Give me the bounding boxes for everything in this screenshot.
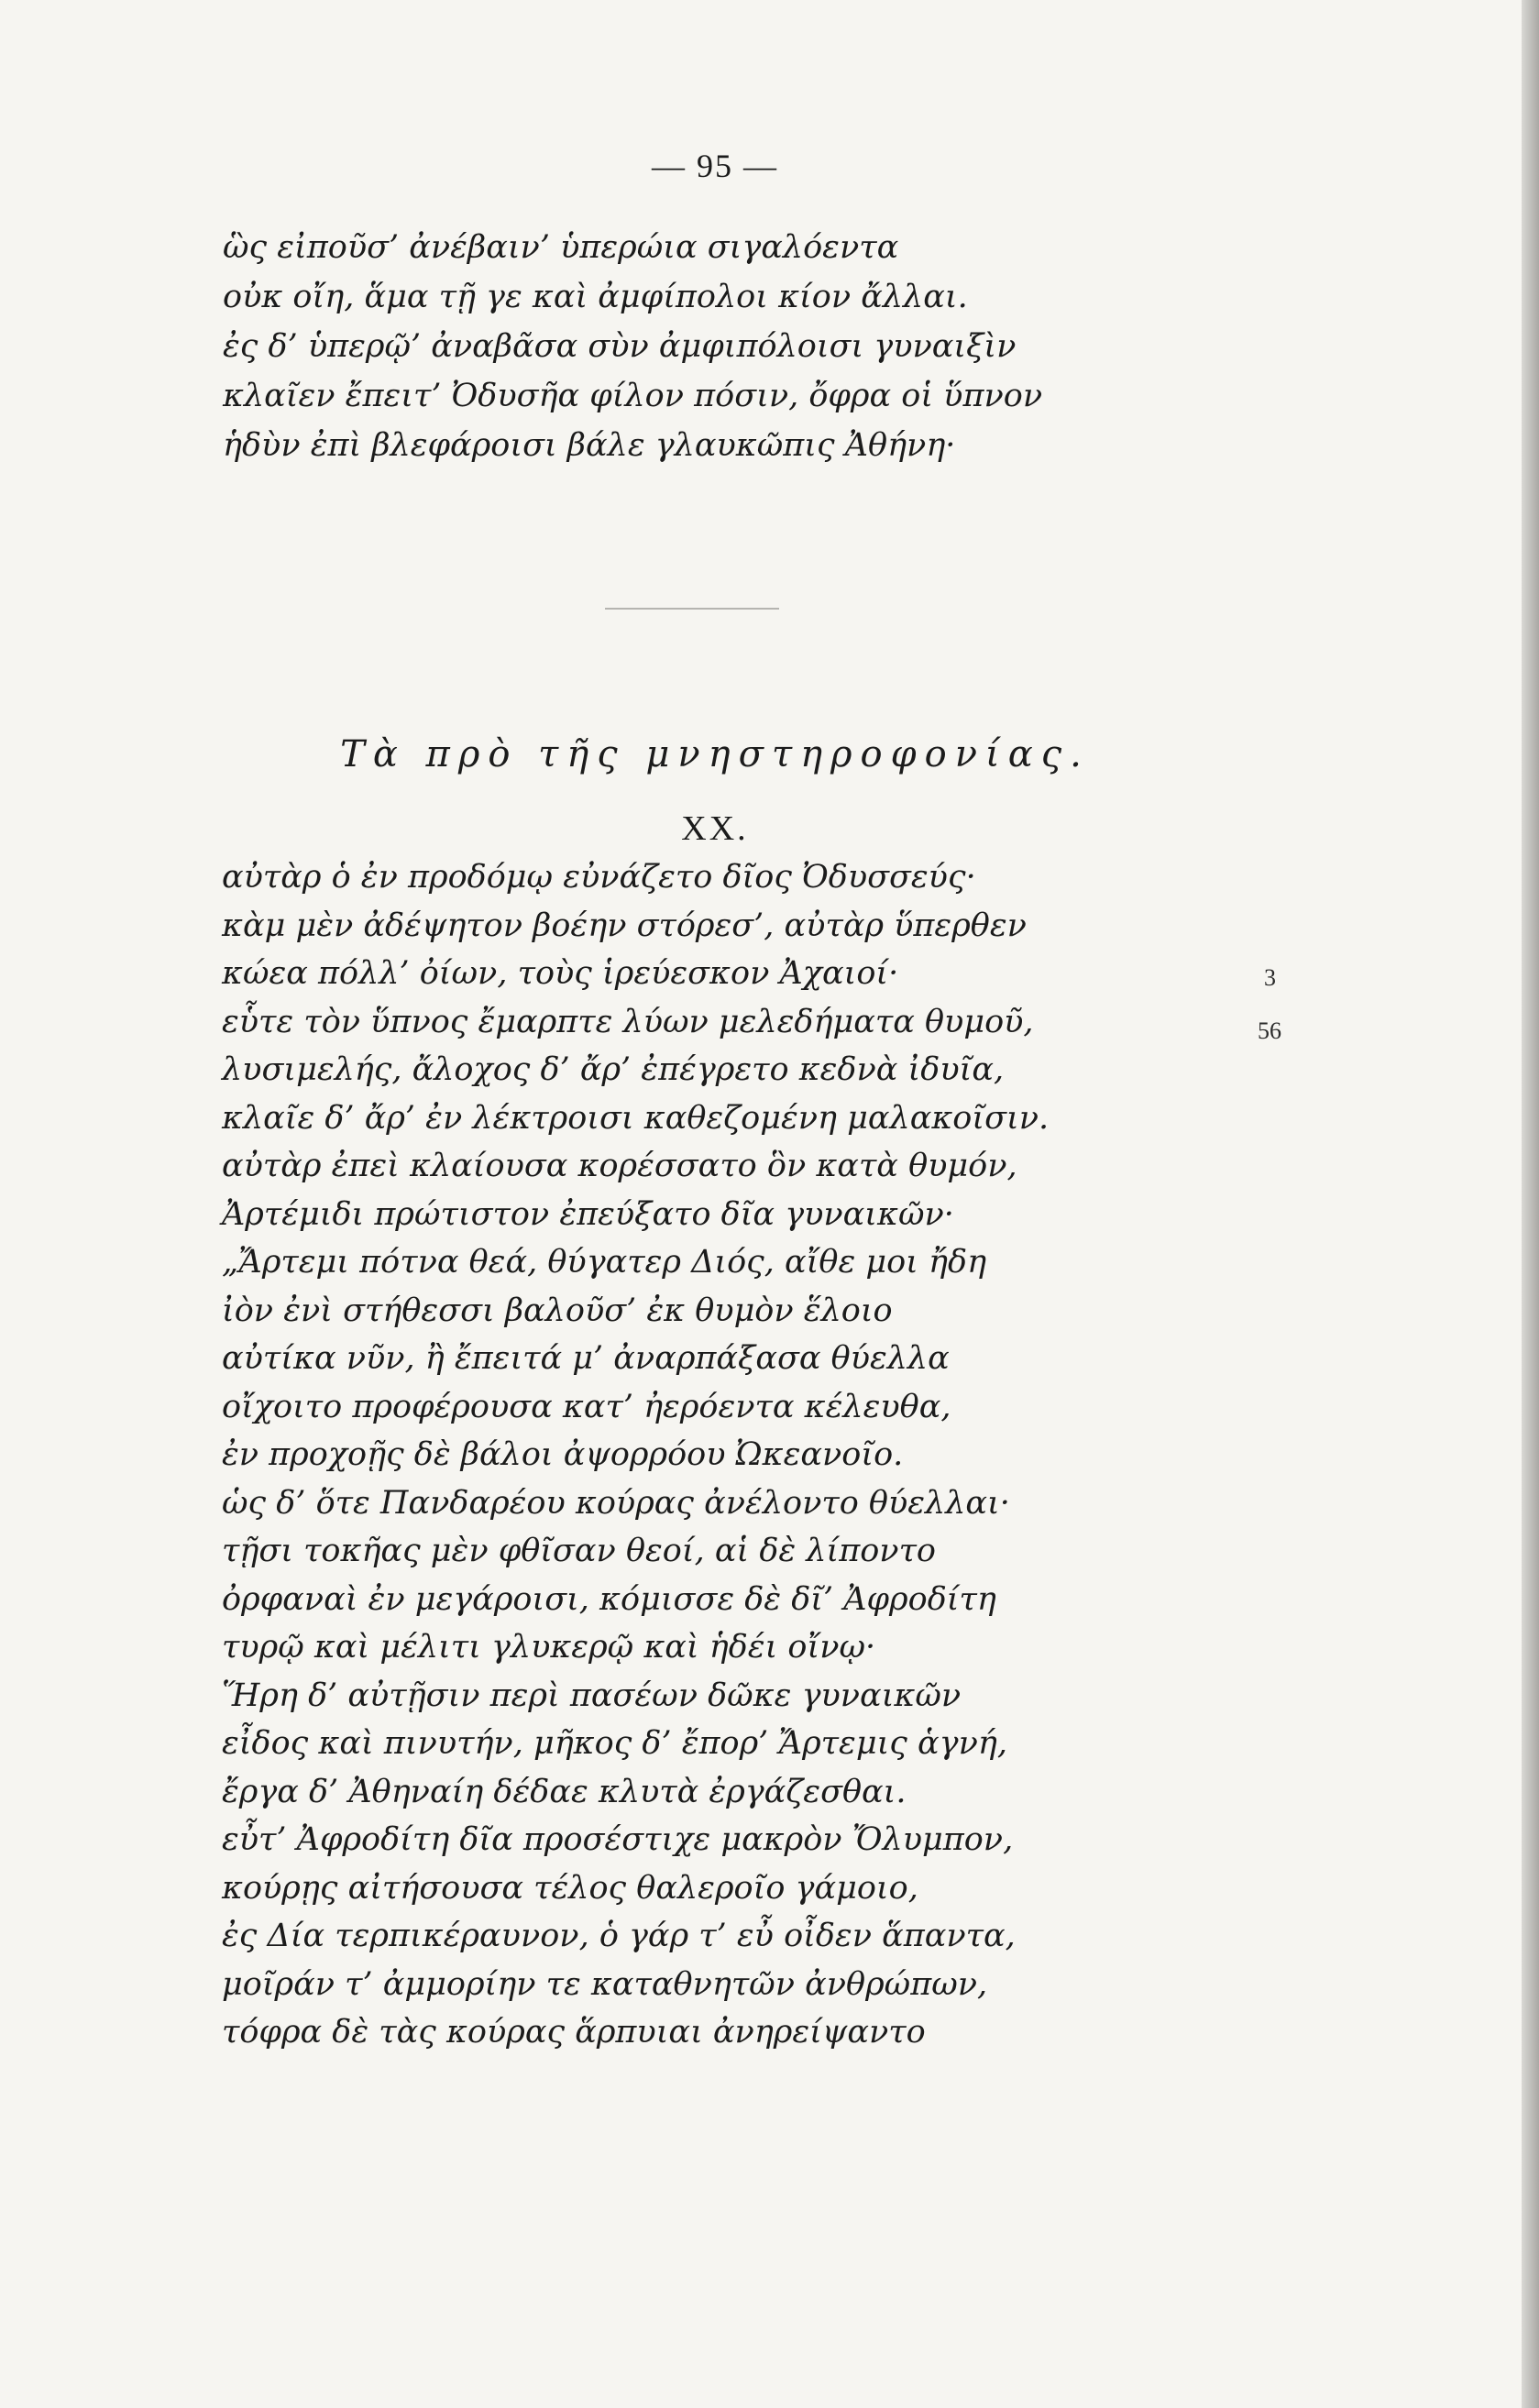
- verse-line: ὡς δ’ ὅτε Πανδαρέου κούρας ἀνέλοντο θύελλαι·: [222, 1484, 1010, 1522]
- verse-line: ἐν προχοῇς δὲ βάλοι ἀψορρόου Ὠκεανοῖο.: [222, 1436, 904, 1473]
- verse-line: κλαῖε δ’ ἄρ’ ἐν λέκτροισι καθεζομένη μαλακοῖσιν.: [222, 1099, 1050, 1137]
- verse-line: ἐς δ’ ὑπερῷ’ ἀναβᾶσα σὺν ἀμφιπόλοισι γυναιξὶν: [223, 328, 1017, 365]
- page-edge: [1522, 0, 1539, 2408]
- verse-stanza-main: [222, 853, 1049, 2057]
- verse-line: ἡδὺν ἐπὶ βλεφάροισι βάλε γλαυκῶπις Ἀθήνη·: [223, 427, 956, 464]
- verse-line: Ἀρτέμιδι πρώτιστον ἐπεύξατο δῖα γυναικῶν·: [222, 1195, 954, 1233]
- margin-line-number: 3: [1264, 964, 1276, 991]
- verse-line: τόφρα δὲ τὰς κούρας ἅρπυιαι ἀνηρείψαντο: [222, 2014, 926, 2051]
- verse-line: ἰὸν ἐνὶ στήθεσσι βαλοῦσ’ ἐκ θυμὸν ἕλοιο: [222, 1292, 893, 1329]
- verse-line: κὰμ μὲν ἀδέψητον βοέην στόρεσ’, αὐτὰρ ὕπερθεν: [222, 907, 1027, 944]
- verse-line: ἐς Δία τερπικέραυνον, ὁ γάρ τ’ εὖ οἶδεν ἅπαντα,: [222, 1918, 1016, 1954]
- verse-line: μοῖράν τ’ ἀμμορίην τε καταθνητῶν ἀνθρώπων,: [222, 1965, 988, 2003]
- verse-line: εἶδος καὶ πινυτήν, μῆκος δ’ ἔπορ’ Ἄρτεμις ἁγνή,: [222, 1725, 1007, 1762]
- verse-line: λυσιμελής, ἄλοχος δ’ ἄρ’ ἐπέγρετο κεδνὰ ἰδυῖα,: [222, 1051, 1005, 1088]
- verse-line: ὣς εἰποῦσ’ ἀνέβαιν’ ὑπερώια σιγαλόεντα: [223, 229, 899, 266]
- section-number: XX.: [681, 809, 749, 848]
- verse-line: αὐτίκα νῦν, ἢ ἔπειτά μ’ ἀναρπάξασα θύελλα: [222, 1340, 950, 1377]
- verse-line: „Ἄρτεμι πότνα θεά, θύγατερ Διός, αἴθε μοι ἤδη: [222, 1244, 987, 1281]
- verse-line: κώεα πόλλ’ ὀίων, τοὺς ἱρεύεσκον Ἀχαιοί·: [222, 955, 899, 992]
- verse-line: οἴχοιτο προφέρουσα κατ’ ἠερόεντα κέλευθα,: [222, 1388, 951, 1425]
- verse-line: οὐκ οἴη, ἅμα τῇ γε καὶ ἀμφίπολοι κίον ἄλλαι.: [223, 279, 968, 315]
- verse-stanza-top: [223, 223, 1042, 470]
- section-divider: [605, 608, 779, 610]
- verse-line: τυρῷ καὶ μέλιτι γλυκερῷ καὶ ἡδέι οἴνῳ·: [222, 1629, 876, 1666]
- verse-line: κλαῖεν ἔπειτ’ Ὀδυσῆα φίλον πόσιν, ὄφρα οἱ ὕπνον: [223, 378, 1043, 414]
- verse-line: εὖτ’ Ἀφροδίτη δῖα προσέστιχε μακρὸν Ὄλυμπον,: [222, 1821, 1014, 1858]
- verse-line: ὀρφαναὶ ἐν μεγάροισι, κόμισσε δὲ δῖ’ Ἀφροδίτη: [222, 1580, 996, 1618]
- page-number: — 95 —: [652, 148, 778, 184]
- verse-line: αὐτὰρ ἐπεὶ κλαίουσα κορέσσατο ὃν κατὰ θυμόν,: [222, 1148, 1017, 1184]
- verse-line: κούρῃς αἰτήσουσα τέλος θαλεροῖο γάμοιο,: [222, 1869, 918, 1907]
- verse-line: εὗτε τὸν ὕπνος ἔμαρπτε λύων μελεδήματα θυμοῦ,: [222, 1003, 1034, 1040]
- verse-line: Ἥρη δ’ αὐτῇσιν περὶ πασέων δῶκε γυναικῶν: [222, 1677, 962, 1714]
- verse-line: ἔργα δ’ Ἀθηναίη δέδαε κλυτὰ ἐργάζεσθαι.: [222, 1773, 907, 1810]
- verse-line: αὐτὰρ ὁ ἐν προδόμῳ εὐνάζετο δῖος Ὀδυσσεύς·: [222, 859, 976, 896]
- verse-line: τῇσι τοκῆας μὲν φθῖσαν θεοί, αἱ δὲ λίποντο: [222, 1533, 937, 1569]
- margin-line-number: 56: [1258, 1017, 1281, 1044]
- section-heading: Τὰ πρὸ τῆς μνηστηροφονίας.: [340, 733, 1090, 775]
